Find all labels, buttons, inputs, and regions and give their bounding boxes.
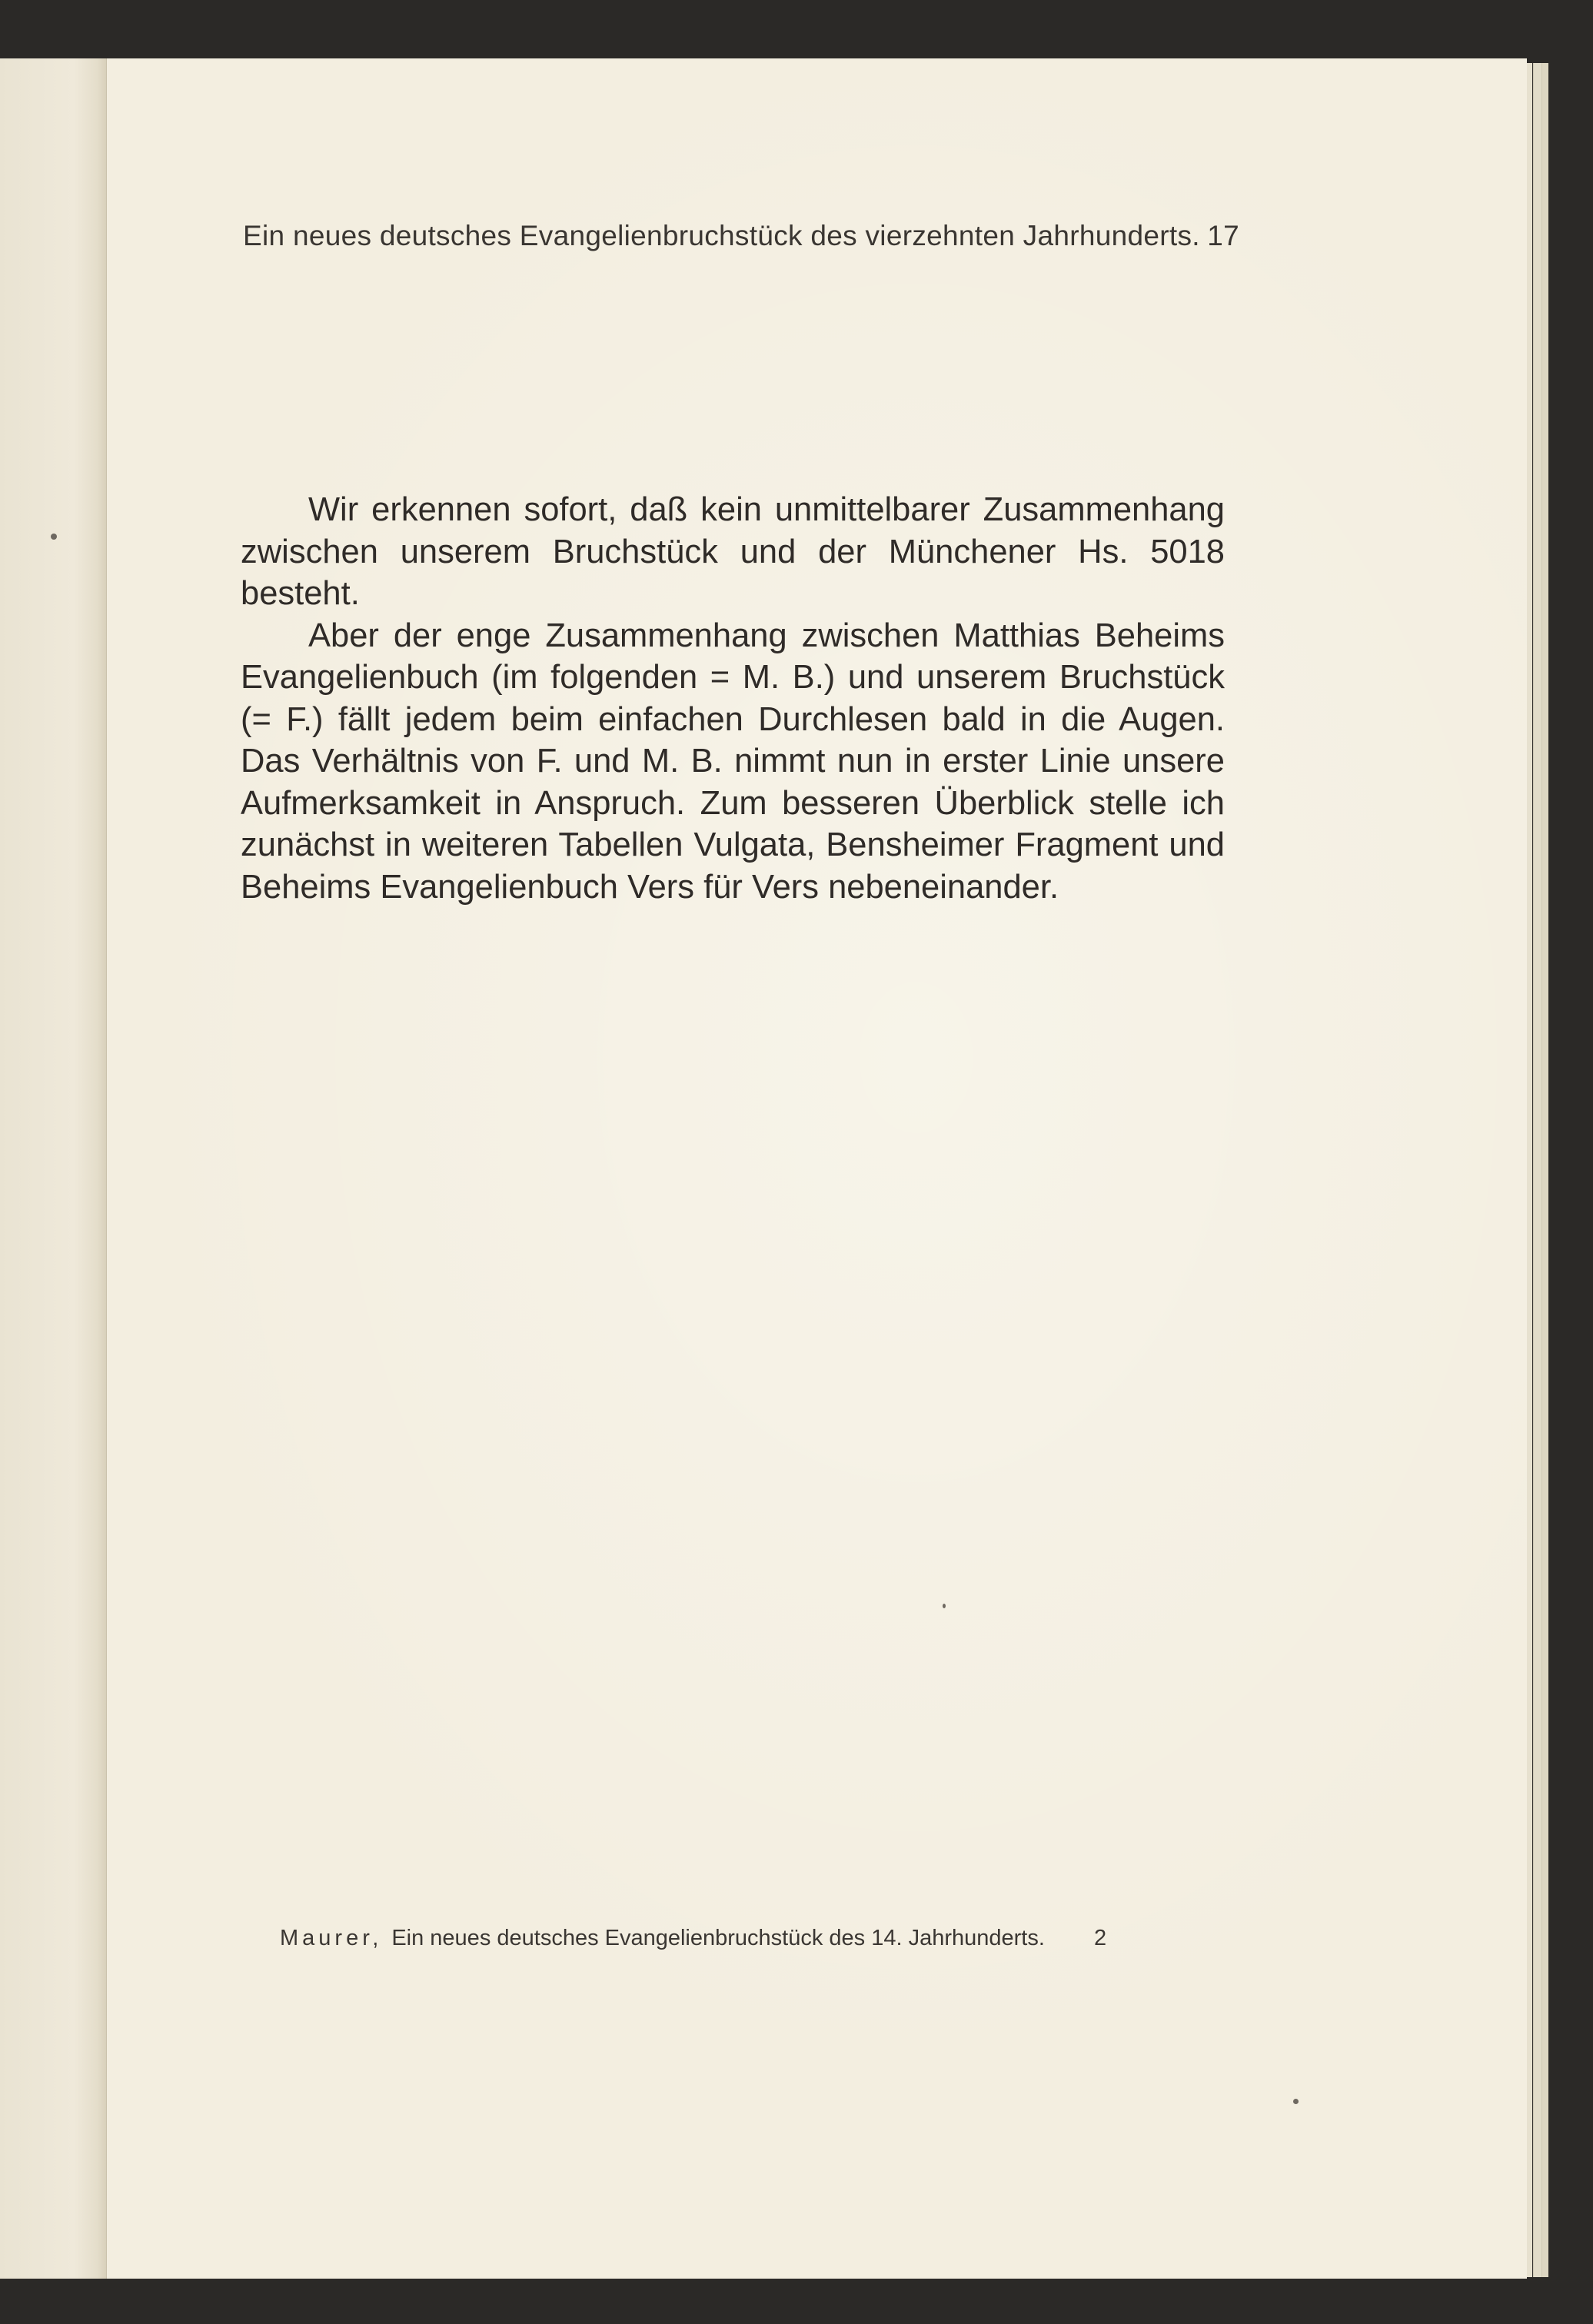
footer-signature-line (280, 1926, 1141, 1951)
page-edge (1533, 63, 1541, 2277)
paper-speck (51, 534, 57, 540)
running-header (243, 220, 1239, 252)
page-number: 17 (1207, 220, 1239, 251)
paragraph: Aber der enge Zusammenhang zwischen Matthias Beheims Evangelienbuch (im folgenden = M. B.) und unserem Bruchstück (= F.) fällt jedem beim einfachen Durchlesen bald in die Augen. Das Verhältnis von F. und M. B. nimmt nun in erster Linie unsere Aufmerksamkeit in Anspruch. Zum besseren Überblick stelle ich zunächst in weiteren Tabellen Vulgata, Bensheimer Fragment und Beheims Evangelienbuch Vers für Vers nebeneinander. (241, 617, 1225, 906)
paper-speck (943, 1604, 946, 1608)
paper-speck (1293, 2099, 1299, 2104)
page-edge (1541, 63, 1548, 2277)
footer-title: Ein neues deutsches Evangelienbruchstück des 14. Jahrhunderts. (391, 1926, 1045, 1950)
binding-gutter (0, 58, 107, 2279)
body-text (241, 489, 1225, 908)
paragraph: Wir erkennen sofort, daß kein unmittelbarer Zusammenhang zwischen unserem Bruchstück und der Münchener Hs. 5018 besteht. (241, 491, 1225, 612)
printer-signature-mark: 2 (1093, 1926, 1107, 1950)
running-title: Ein neues deutsches Evangelienbruchstück des vierzehnten Jahrhunderts. (243, 220, 1200, 251)
footer-author: Maurer, (280, 1926, 383, 1950)
